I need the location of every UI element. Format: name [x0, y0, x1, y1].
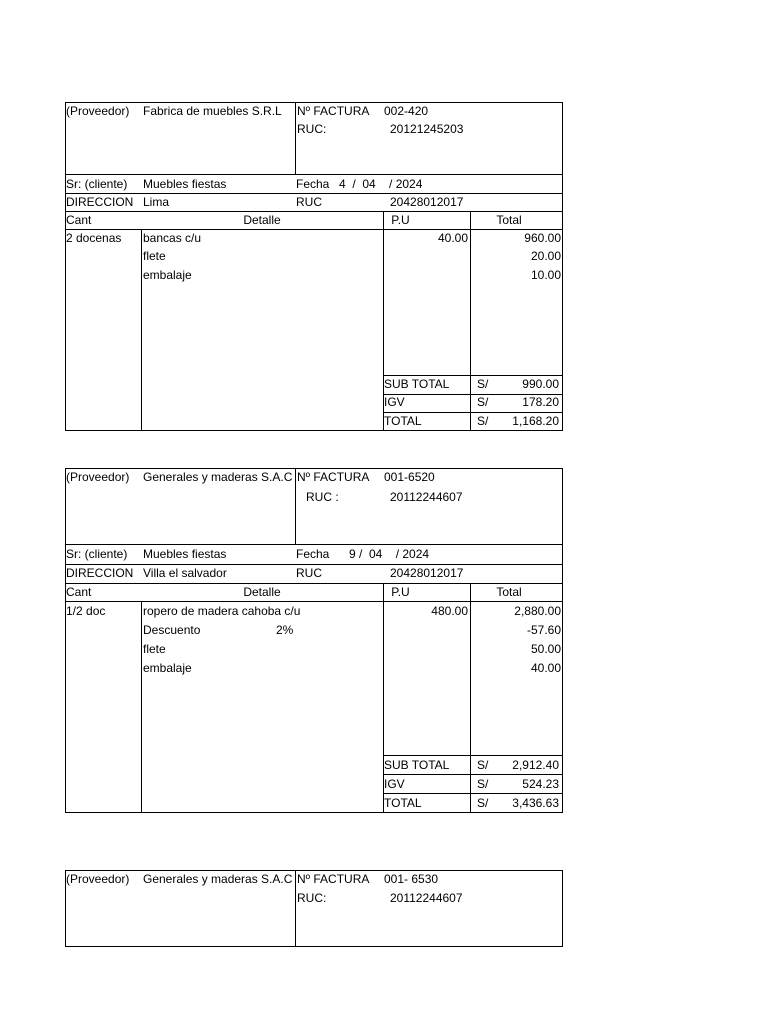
- fecha-value: 4 / 04 / 2024: [339, 177, 423, 191]
- invoice-3: [65, 870, 563, 947]
- factura-number: 001-6520: [384, 470, 435, 484]
- total-currency: S/: [477, 796, 489, 810]
- item-pu: 40.00: [437, 231, 468, 245]
- igv-currency: S/: [477, 777, 489, 791]
- fecha-label: Fecha: [296, 547, 330, 561]
- item-detalle: flete: [143, 642, 166, 656]
- factura-label: Nº FACTURA: [297, 104, 370, 118]
- invoice-1: [65, 102, 563, 431]
- total-label: TOTAL: [384, 796, 422, 810]
- item-total: -57.60: [526, 623, 561, 637]
- col-total: Total: [496, 585, 522, 599]
- ruc-cliente-label: RUC: [296, 195, 322, 209]
- item-detalle: ropero de madera cahoba c/u: [143, 604, 301, 618]
- ruc-value: 20112244607: [390, 490, 463, 504]
- igv-label: IGV: [384, 395, 405, 409]
- factura-number: 002-420: [384, 104, 429, 118]
- ruc-cliente-label: RUC: [296, 566, 322, 580]
- igv-currency: S/: [477, 395, 489, 409]
- subtotal-value: 2,912.40: [512, 758, 559, 772]
- proveedor-label: (Proveedor): [66, 104, 130, 118]
- item-detalle: embalaje: [143, 661, 192, 675]
- invoice-2: [65, 468, 563, 813]
- item-total: 40.00: [530, 661, 561, 675]
- subtotal-currency: S/: [477, 758, 489, 772]
- item-total: 10.00: [530, 268, 561, 282]
- ruc-label: RUC:: [297, 122, 327, 136]
- cliente-name: Muebles fiestas: [143, 547, 227, 561]
- total-label: TOTAL: [384, 414, 422, 428]
- factura-number: 001- 6530: [384, 872, 439, 886]
- proveedor-name: Fabrica de muebles S.R.L: [143, 104, 282, 118]
- cliente-name: Muebles fiestas: [143, 177, 227, 191]
- col-cant: Cant: [66, 585, 92, 599]
- direccion-value: Lima: [143, 195, 170, 209]
- total-value: 3,436.63: [512, 796, 559, 810]
- subtotal-value: 990.00: [522, 377, 559, 391]
- ruc-value: 20112244607: [390, 891, 463, 905]
- factura-label: Nº FACTURA: [297, 470, 370, 484]
- proveedor-name: Generales y maderas S.A.C: [143, 470, 293, 484]
- fecha-label: Fecha: [296, 177, 330, 191]
- item-cant: 1/2 doc: [66, 604, 106, 618]
- igv-value: 178.20: [522, 395, 559, 409]
- cliente-label: Sr: (cliente): [66, 547, 128, 561]
- ruc-value: 20121245203: [390, 122, 464, 136]
- direccion-value: Villa el salvador: [143, 566, 227, 580]
- subtotal-label: SUB TOTAL: [384, 758, 450, 772]
- ruc-label: RUC :: [306, 490, 339, 504]
- proveedor-label: (Proveedor): [66, 872, 130, 886]
- col-detalle: Detalle: [243, 585, 281, 599]
- item-total: 50.00: [530, 642, 561, 656]
- item-total: 2,880.00: [514, 604, 561, 618]
- item-detalle: bancas c/u: [143, 231, 202, 245]
- item-total: 960.00: [524, 231, 561, 245]
- igv-label: IGV: [384, 777, 405, 791]
- subtotal-label: SUB TOTAL: [384, 377, 450, 391]
- cliente-label: Sr: (cliente): [66, 177, 128, 191]
- item-detalle: embalaje: [143, 268, 192, 282]
- total-currency: S/: [477, 414, 489, 428]
- proveedor-label: (Proveedor): [66, 470, 130, 484]
- direccion-label: DIRECCION: [66, 566, 134, 580]
- col-cant: Cant: [66, 213, 92, 227]
- ruc-cliente-value: 20428012017: [390, 566, 464, 580]
- item-detalle: flete: [143, 249, 166, 263]
- subtotal-currency: S/: [477, 377, 489, 391]
- factura-label: Nº FACTURA: [297, 872, 370, 886]
- fecha-value: 9 / 04 / 2024: [349, 547, 430, 561]
- item-total: 20.00: [530, 249, 561, 263]
- igv-value: 524.23: [522, 777, 559, 791]
- col-pu: P.U: [391, 585, 410, 599]
- ruc-label: RUC:: [297, 891, 327, 905]
- col-pu: P.U: [391, 213, 410, 227]
- ruc-cliente-value: 20428012017: [390, 195, 464, 209]
- item-pu: 480.00: [431, 604, 468, 618]
- col-total: Total: [496, 213, 522, 227]
- proveedor-name: Generales y maderas S.A.C: [143, 872, 293, 886]
- item-detalle: Descuento: [143, 623, 201, 637]
- total-value: 1,168.20: [512, 414, 559, 428]
- item-discount-pct: 2%: [276, 623, 294, 637]
- direccion-label: DIRECCION: [66, 195, 134, 209]
- item-cant: 2 docenas: [66, 231, 122, 245]
- col-detalle: Detalle: [243, 213, 281, 227]
